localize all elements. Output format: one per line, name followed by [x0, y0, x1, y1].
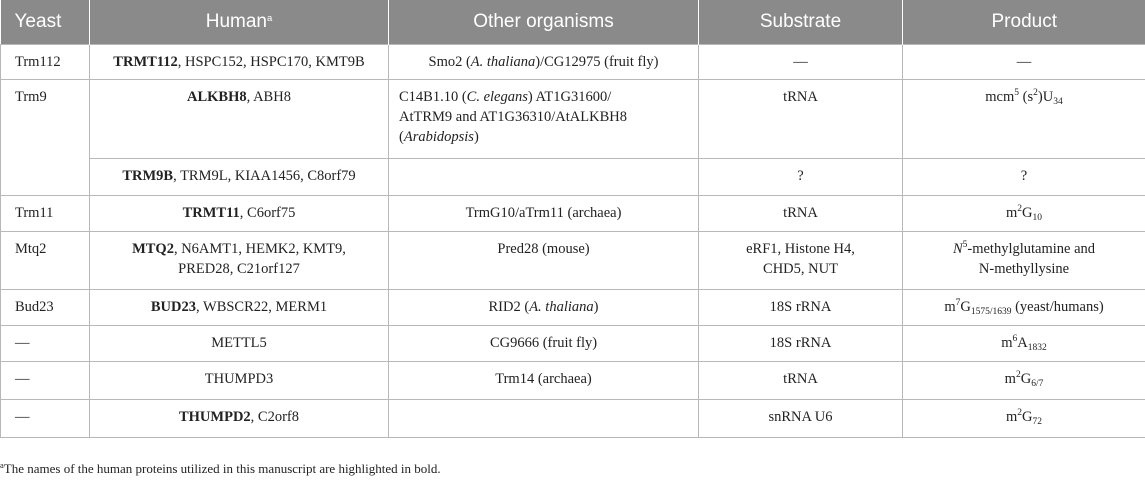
cell-human: THUMPD3 [90, 362, 389, 400]
product-superscript: 5 [1014, 88, 1020, 98]
product-superscript: 6 [1012, 334, 1018, 344]
substrate-text: CHD5, NUT [763, 261, 838, 277]
human-bold-name: ALKBH8 [187, 89, 247, 105]
cell-substrate: — [699, 45, 903, 80]
human-other-names: , WBSCR22, MERM1 [196, 299, 328, 315]
cell-substrate: tRNA [699, 196, 903, 232]
product-text: m [1004, 371, 1016, 387]
table-row [1, 290, 1145, 326]
product-text: (yeast/humans) [1011, 299, 1104, 315]
cell-product [903, 196, 1145, 232]
human-bold-name: BUD23 [150, 299, 197, 315]
cell-yeast: — [1, 400, 90, 438]
table-row [1, 400, 1145, 438]
cell-yeast: Trm11 [1, 196, 90, 232]
cell-human [90, 232, 389, 290]
cell-human [90, 45, 389, 80]
table-row [1, 326, 1145, 362]
cell-product [903, 232, 1145, 290]
product-superscript: 7 [955, 298, 961, 308]
other-text: ) AT1G31600/ [527, 89, 612, 105]
cell-other-organisms [389, 80, 699, 159]
product-superscript: 5 [962, 240, 968, 250]
cell-human: METTL5 [90, 326, 389, 362]
table-header [1, 0, 1145, 45]
human-other-names: , TRM9L, KIAA1456, C8orf79 [173, 168, 356, 184]
header-product: Product [903, 0, 1145, 45]
other-text: ( [399, 129, 404, 145]
table-row [1, 80, 1145, 159]
table-footnote [0, 461, 441, 477]
header-human-footnote-mark: a [266, 13, 273, 24]
cell-substrate: snRNA U6 [699, 400, 903, 438]
product-subscript: 10 [1032, 213, 1042, 223]
header-other-organisms: Other organisms [389, 0, 699, 45]
table-row [1, 45, 1145, 80]
other-text: ) [593, 299, 599, 315]
product-text: (s [1019, 89, 1034, 105]
product-text: A [1017, 335, 1028, 351]
product-superscript: 2 [1015, 370, 1021, 380]
header-human-label: Human [205, 11, 267, 32]
cell-product [903, 400, 1145, 438]
product-superscript: 2 [1017, 408, 1023, 418]
header-row [1, 0, 1145, 45]
other-text: C14B1.10 ( [399, 89, 467, 105]
cell-yeast: — [1, 362, 90, 400]
table-row [1, 196, 1145, 232]
human-bold-name: TRMT11 [182, 205, 240, 221]
substrate-text: eRF1, Histone H4, [746, 241, 855, 257]
cell-yeast: Trm9 [1, 80, 90, 196]
other-text: )/CG12975 (fruit fly) [535, 54, 659, 70]
product-subscript: 1575/1639 [970, 307, 1012, 317]
product-italic: N [952, 241, 963, 257]
cell-other-organisms [389, 45, 699, 80]
cell-yeast: Trm112 [1, 45, 90, 80]
table-row [1, 232, 1145, 290]
cell-human [90, 159, 389, 196]
header-human [90, 0, 389, 45]
human-other-names: , N6AMT1, HEMK2, KMT9, [173, 241, 346, 257]
cell-yeast: — [1, 326, 90, 362]
cell-other-organisms [389, 400, 699, 438]
human-other-names: , C2orf8 [250, 409, 300, 425]
cell-other-organisms: TrmG10/aTrm11 (archaea) [389, 196, 699, 232]
other-species: C. elegans [466, 89, 528, 105]
cell-yeast: Mtq2 [1, 232, 90, 290]
table-row [1, 362, 1145, 400]
cell-human [90, 80, 389, 159]
human-bold-name: THUMPD2 [178, 409, 251, 425]
product-text: m [1005, 205, 1018, 221]
human-other-names: , ABH8 [246, 89, 291, 105]
human-other-names: , HSPC152, HSPC170, KMT9B [177, 54, 365, 70]
other-species: A. thaliana [470, 54, 536, 70]
product-subscript: 6/7 [1031, 379, 1044, 389]
cell-product [903, 362, 1145, 400]
product-superscript: 2 [1033, 88, 1038, 98]
other-text: AtTRM9 and AT1G36310/AtALKBH8 [399, 109, 627, 125]
cell-product [903, 290, 1145, 326]
cell-substrate: 18S rRNA [699, 290, 903, 326]
header-substrate: Substrate [699, 0, 903, 45]
cell-human [90, 196, 389, 232]
product-text: -methylglutamine and [967, 241, 1096, 257]
product-text: N-methyllysine [978, 261, 1070, 277]
cell-human [90, 400, 389, 438]
human-bold-name: TRMT112 [113, 54, 178, 70]
header-yeast: Yeast [1, 0, 90, 45]
other-text: RID2 ( [488, 299, 530, 315]
cell-other-organisms [389, 159, 699, 196]
cell-yeast: Bud23 [1, 290, 90, 326]
table-row [1, 159, 1145, 196]
other-species: Arabidopsis [403, 129, 474, 145]
other-text: ) [473, 129, 479, 145]
cell-other-organisms: Pred28 (mouse) [389, 232, 699, 290]
product-text: m [944, 299, 956, 315]
product-subscript: 34 [1053, 97, 1063, 107]
cell-product [903, 326, 1145, 362]
cell-human [90, 290, 389, 326]
other-text: Smo2 ( [428, 54, 471, 70]
cell-substrate: tRNA [699, 362, 903, 400]
product-text: G [1022, 409, 1033, 425]
cell-other-organisms: CG9666 (fruit fly) [389, 326, 699, 362]
cell-product [903, 80, 1145, 159]
product-text: mcm [985, 89, 1015, 105]
human-other-names: , C6orf75 [239, 205, 296, 221]
human-other-names: PRED28, C21orf127 [178, 261, 300, 277]
product-text: m [1005, 409, 1018, 425]
cell-substrate: tRNA [699, 80, 903, 159]
cell-product: ? [903, 159, 1145, 196]
cell-substrate: ? [699, 159, 903, 196]
product-subscript: 72 [1032, 417, 1042, 427]
product-subscript: 1832 [1027, 343, 1047, 353]
cell-substrate [699, 232, 903, 290]
cell-product: — [903, 45, 1145, 80]
other-species: A. thaliana [529, 299, 594, 315]
product-text: G [1020, 371, 1032, 387]
product-text: G [1022, 205, 1033, 221]
human-bold-name: TRM9B [122, 168, 174, 184]
product-text: m [1001, 335, 1013, 351]
cell-other-organisms: Trm14 (archaea) [389, 362, 699, 400]
footnote-mark: a [0, 460, 4, 470]
product-text: )U [1037, 89, 1054, 105]
product-superscript: 2 [1017, 204, 1023, 214]
human-bold-name: MTQ2 [132, 241, 174, 257]
cell-substrate: 18S rRNA [699, 326, 903, 362]
product-text: G [960, 299, 971, 315]
footnote-text: The names of the human proteins utilized in this manuscript are highlighted in bold. [3, 461, 441, 476]
cell-other-organisms [389, 290, 699, 326]
